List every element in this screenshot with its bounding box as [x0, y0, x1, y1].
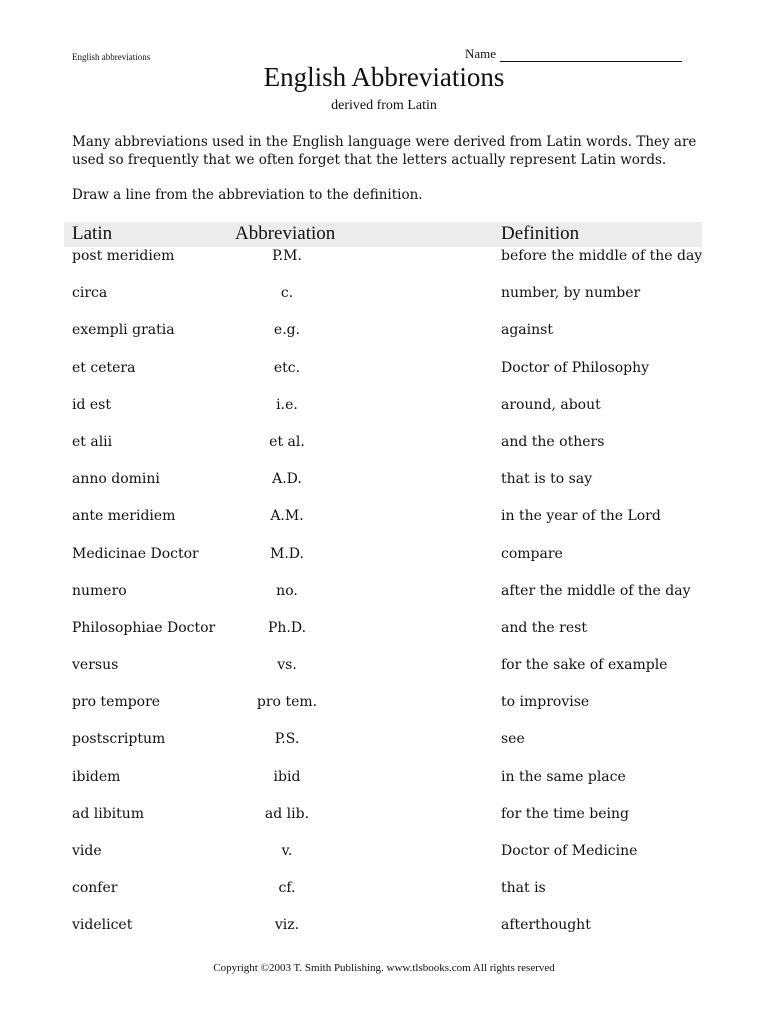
name-blank-line [500, 47, 682, 62]
table-header [64, 222, 702, 247]
abbreviation: vs. [277, 657, 297, 674]
abbreviation: Ph.D. [267, 619, 307, 636]
latin-term: id est [72, 396, 111, 413]
table-row [0, 434, 768, 471]
latin-term: anno domini [72, 471, 160, 488]
latin-term: post meridiem [72, 248, 175, 264]
abbreviation: A.M. [270, 508, 304, 525]
abbreviation: et al. [269, 433, 305, 450]
definition: compare [501, 545, 563, 562]
abbreviation: viz. [274, 917, 300, 934]
abbreviation: e.g. [273, 322, 301, 339]
latin-term: ibidem [72, 768, 121, 785]
latin-term: ad libitum [72, 805, 145, 822]
table-row [0, 731, 768, 768]
latin-term: et alii [72, 433, 113, 450]
table-row [0, 508, 768, 545]
header-abbreviation: Abbreviation [235, 223, 336, 244]
definition: that is to say [501, 471, 593, 488]
table-row [0, 322, 768, 359]
latin-term: ante meridiem [72, 508, 176, 525]
abbreviation: c. [280, 285, 294, 302]
abbreviation: v. [281, 843, 293, 859]
name-label: Name [465, 46, 497, 61]
instruction-text: Draw a line from the abbreviation to the definition. [72, 187, 423, 203]
latin-term: et cetera [72, 359, 136, 376]
table-body [0, 248, 768, 955]
table-row [0, 397, 768, 434]
page-subtitle: derived from Latin [331, 98, 437, 113]
table-row [0, 694, 768, 731]
definition: after the middle of the day [501, 582, 691, 599]
abbreviation: A.D. [272, 471, 302, 488]
abbreviation: pro tem. [256, 694, 318, 711]
table-row [0, 620, 768, 657]
abbreviation: cf. [278, 880, 296, 897]
abbreviation: P.M. [272, 248, 302, 264]
latin-term: postscriptum [72, 731, 166, 748]
latin-term: Philosophiae Doctor [72, 619, 216, 636]
header-latin: Latin [72, 223, 113, 244]
abbreviation: P.S. [274, 731, 300, 748]
header-definition: Definition [501, 223, 580, 244]
table-row [0, 843, 768, 880]
name-field [465, 46, 682, 62]
latin-term: versus [72, 657, 119, 674]
definition: around, about [501, 396, 601, 413]
definition: afterthought [501, 917, 591, 934]
definition: in the same place [501, 768, 626, 785]
table-row [0, 880, 768, 917]
latin-term: confer [72, 880, 118, 897]
intro-paragraph: Many abbreviations used in the English language were derived from Latin words. They are used so frequently that we often forget that the letters actually represent Latin words. [72, 134, 697, 168]
latin-term: circa [72, 285, 108, 302]
definition: that is [501, 880, 546, 897]
page-title: English Abbreviations [263, 62, 505, 92]
abbreviation: etc. [273, 359, 301, 376]
latin-term: vide [72, 843, 102, 859]
definition: before the middle of the day [501, 248, 703, 264]
table-row [0, 285, 768, 322]
copyright-footer: Copyright ©2003 T. Smith Publishing. www.tlsbooks.com All rights reserved [213, 962, 555, 974]
definition: see [501, 731, 525, 748]
definition: against [501, 322, 553, 339]
abbreviation: ibid [273, 768, 301, 785]
definition: and the rest [501, 619, 587, 636]
abbreviation: no. [276, 582, 298, 599]
definition: number, by number [501, 285, 641, 302]
latin-term: exempli gratia [72, 322, 175, 339]
table-row [0, 360, 768, 397]
definition: to improvise [501, 694, 590, 711]
abbreviation: M.D. [270, 545, 304, 562]
definition: and the others [501, 433, 605, 450]
running-header: English abbreviations [72, 52, 151, 62]
table-row [0, 769, 768, 806]
definition: Doctor of Medicine [501, 843, 638, 859]
abbreviation: i.e. [276, 396, 298, 413]
table-row [0, 806, 768, 843]
latin-term: numero [72, 582, 127, 599]
table-row [0, 657, 768, 694]
abbreviation: ad lib. [264, 805, 310, 822]
definition: Doctor of Philosophy [501, 359, 650, 376]
definition: for the time being [501, 805, 629, 822]
definition: in the year of the Lord [501, 508, 661, 525]
table-row [0, 471, 768, 508]
table-row [0, 248, 768, 285]
table-row [0, 546, 768, 583]
table-row [0, 917, 768, 954]
latin-term: pro tempore [72, 694, 161, 711]
table-row [0, 583, 768, 620]
latin-term: videlicet [72, 917, 133, 934]
definition: for the sake of example [501, 657, 668, 674]
latin-term: Medicinae Doctor [72, 545, 199, 562]
